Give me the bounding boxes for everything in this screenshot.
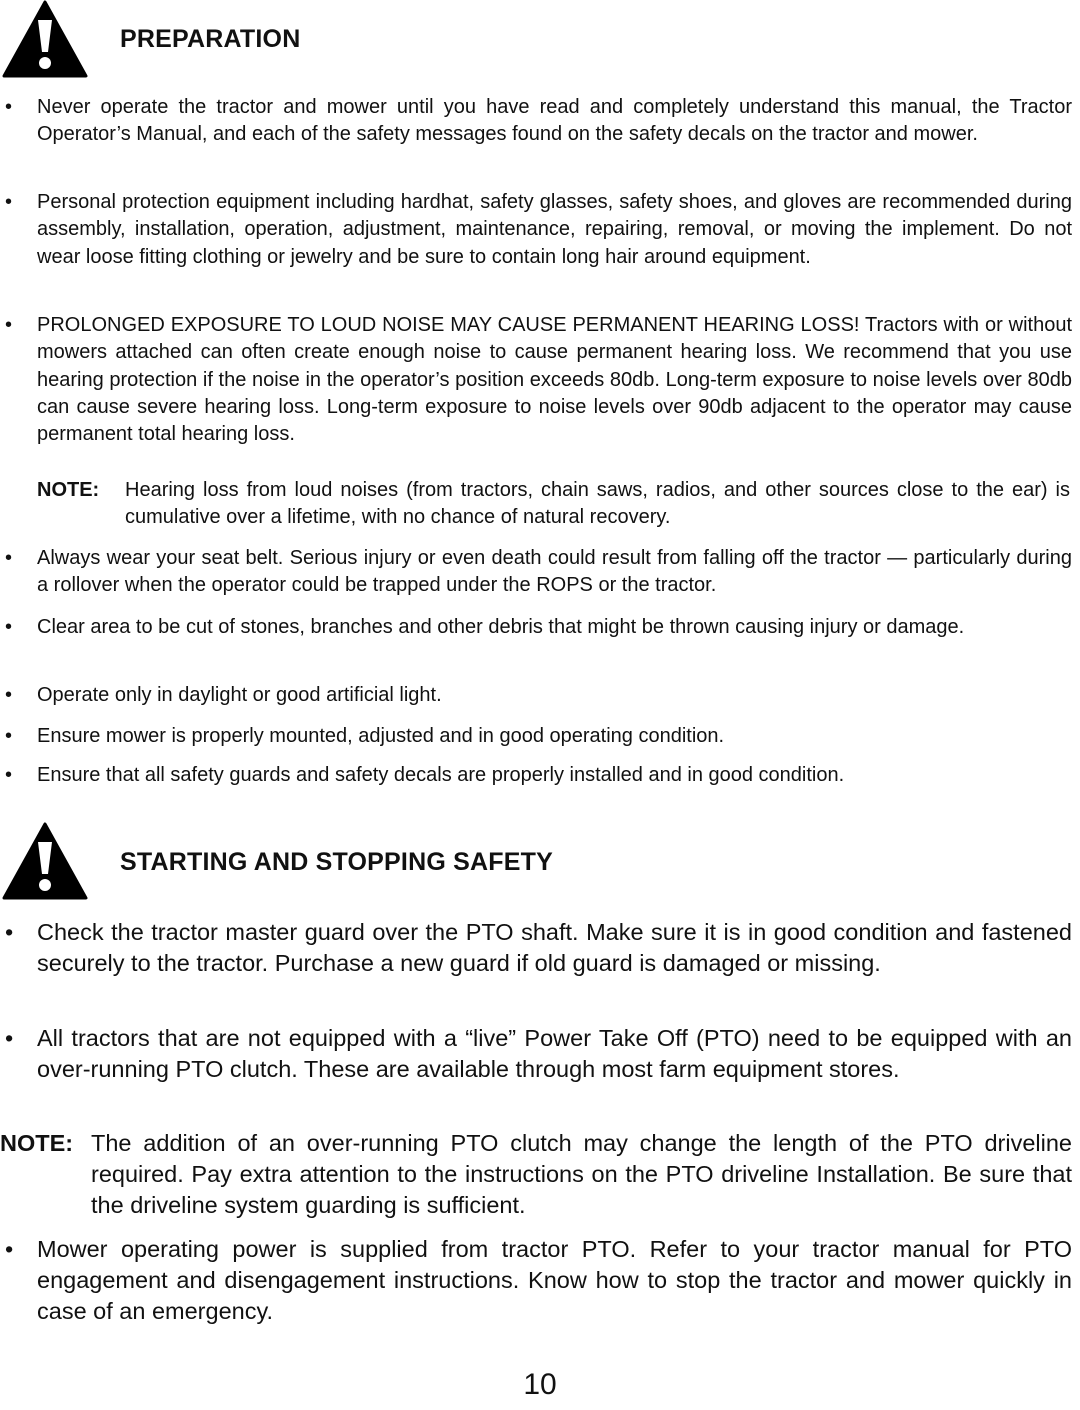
warning-triangle-icon [2, 0, 88, 78]
note-label: NOTE: [0, 1130, 74, 1156]
section-header-preparation [0, 0, 1080, 90]
bullet-item: • PROLONGED EXPOSURE TO LOUD NOISE MAY CAUSE PERMANENT HEARING LOSS! Tractors with or without mowers attached can often create enough noise to cause permanent hearing loss. We recommend that you use hearing protection if the noise in the operator’s position exceeds 80db. Long-term exposure to noise levels over 80db can cause severe hearing loss. Long-term exposure to noise levels over 90db adjacent to the operator may cause permanent total hearing loss. [37, 312, 1072, 448]
note-text: The addition of an over-running PTO clutch may change the length of the PTO driveline required. Pay extra attention to the instructions on the PTO driveline Installation. Be sure that the driveline system guarding is sufficient. [91, 1130, 1072, 1218]
note-label: NOTE: [37, 479, 100, 501]
note-text: Hearing loss from loud noises (from tractors, chain saws, radios, and other sources close to the ear) is cumulative over a lifetime, with no chance of natural recovery. [125, 479, 1070, 529]
bullet-item: • Always wear your seat belt. Serious injury or even death could result from falling off the tractor — particularly during a rollover when the operator could be trapped under the ROPS or the tractor. [37, 545, 1072, 600]
bullet-item: • Check the tractor master guard over the PTO shaft. Make sure it is in good condition and fastened securely to the tractor. Purchase a new guard if old guard is damaged or missing. [37, 917, 1072, 979]
note-hearing [37, 477, 1072, 532]
section-title: PREPARATION [120, 25, 301, 53]
warning-triangle-icon [2, 822, 88, 900]
page-number: 10 [523, 1368, 557, 1401]
bullet-item: • Mower operating power is supplied from tractor PTO. Refer to your tractor manual for PTO engagement and disengagement instructions. Know how to stop the tractor and mower quickly in case of an emergency. [37, 1234, 1072, 1327]
bullet-item: • All tractors that are not equipped with a “live” Power Take Off (PTO) need to be equipped with an over-running PTO clutch. These are available through most farm equipment stores. [37, 1023, 1072, 1085]
bullet-item: • Ensure that all safety guards and safety decals are properly installed and in good condition. [37, 762, 1072, 789]
section-header-starting-stopping [0, 822, 1080, 912]
section-title: STARTING AND STOPPING SAFETY [120, 848, 553, 876]
bullet-item: • Operate only in daylight or good artificial light. [37, 682, 1072, 709]
bullet-item: • Clear area to be cut of stones, branches and other debris that might be thrown causing injury or damage. [37, 614, 1072, 641]
bullet-item: • Ensure mower is properly mounted, adjusted and in good operating condition. [37, 723, 1072, 750]
bullet-item: • Personal protection equipment including hardhat, safety glasses, safety shoes, and gloves are recommended during assembly, installation, operation, adjustment, maintenance, repairing, removal, or moving the implement. Do not wear loose fitting clothing or jewelry and be sure to contain long hair around equipment. [37, 189, 1072, 271]
note-pto-clutch [0, 1128, 1072, 1221]
bullet-item: • Never operate the tractor and mower until you have read and completely understand this manual, the Tractor Operator’s Manual, and each of the safety messages found on the safety decals on the tractor and mower. [37, 94, 1072, 149]
